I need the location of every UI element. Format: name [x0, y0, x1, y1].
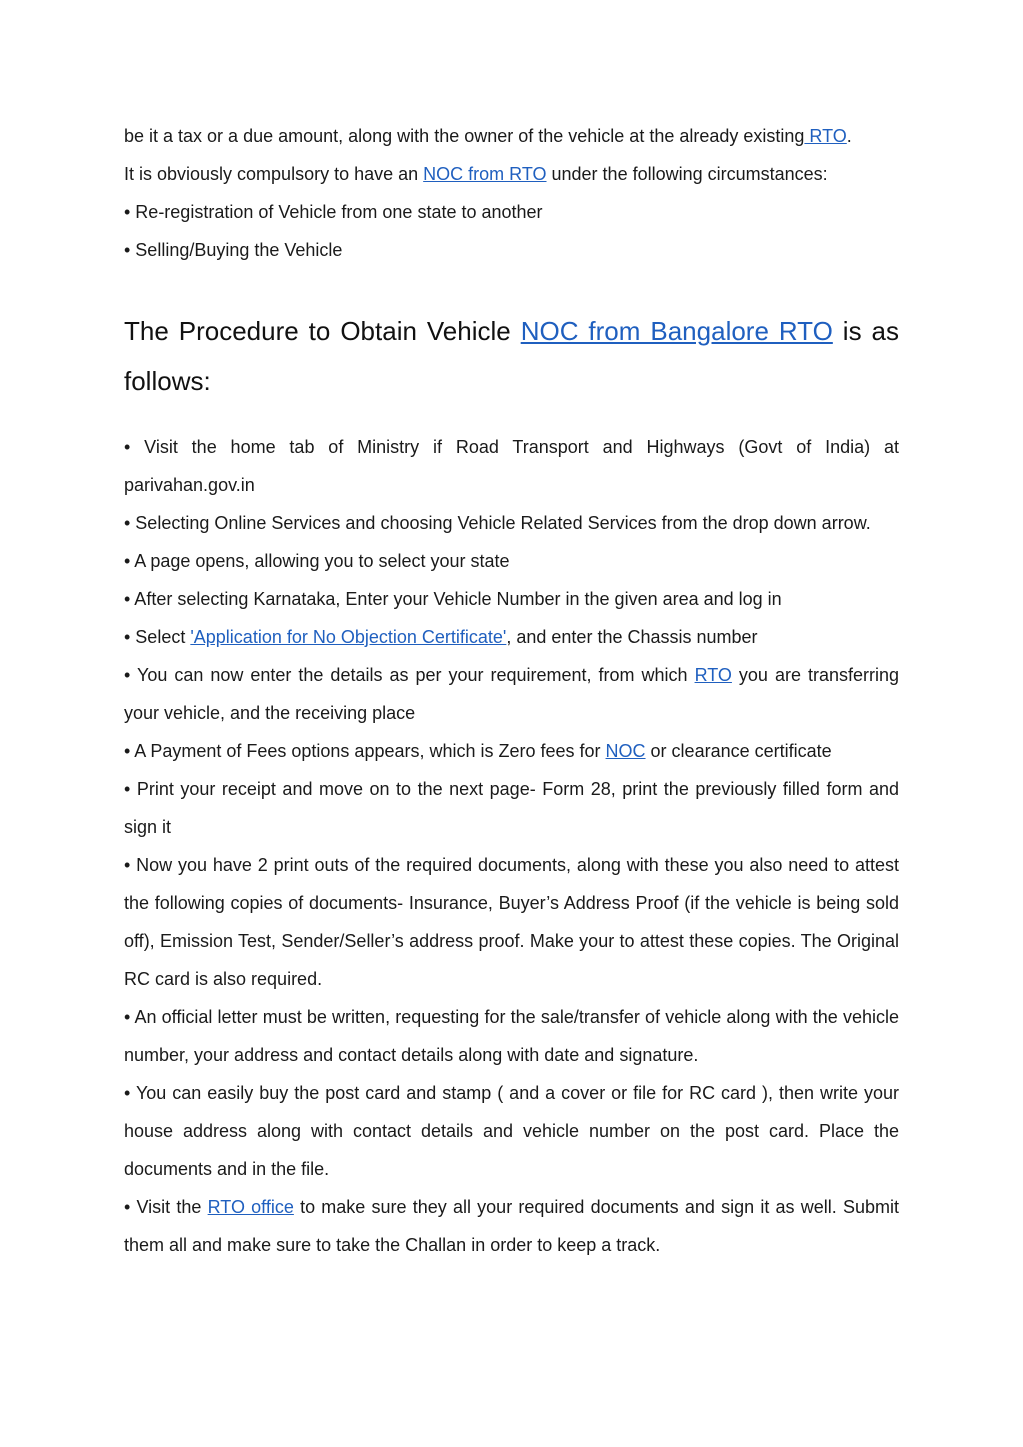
noc-application-link[interactable]: 'Application for No Objection Certificate' — [190, 626, 507, 647]
step-item: • You can easily buy the post card and stamp ( and a cover or file for RC card ), then write your house address along with contact details and vehicle number on the post card. Place the documents and in the file. — [124, 1082, 899, 1179]
step-item — [124, 618, 899, 656]
noc-from-bangalore-rto-link[interactable]: NOC from Bangalore RTO — [520, 316, 833, 346]
document-page — [124, 117, 899, 1264]
intro-text: under the following circumstances: — [546, 164, 828, 184]
intro-text: It is obviously compulsory to have an — [124, 164, 424, 184]
rto-link[interactable]: RTO — [804, 126, 847, 146]
section-heading — [124, 306, 899, 406]
step-item: • A page opens, allowing you to select your state — [124, 550, 510, 571]
step-text: • You can now enter the details as per your requirement, from which — [124, 664, 695, 685]
heading-text: is as follows: — [124, 316, 899, 396]
step-text: to make sure they all your required documents and sign it as well. Submit them all and make sure to take the Challan in order to keep a track. — [124, 1196, 899, 1255]
circumstance-item: • Re-registration of Vehicle from one state to another — [124, 202, 543, 222]
step-item: • An official letter must be written, requesting for the sale/transfer of vehicle along with the vehicle number, your address and contact details along with date and signature. — [124, 1006, 899, 1065]
intro-text: be it a tax or a due amount, along with the owner of the vehicle at the already existing — [124, 126, 805, 146]
noc-link[interactable]: NOC — [605, 740, 646, 761]
intro-line-2 — [124, 155, 899, 193]
step-item: • Selecting Online Services and choosing Vehicle Related Services from the drop down arrow. — [124, 512, 871, 533]
step-text: • Visit the — [124, 1196, 208, 1217]
step-item — [124, 656, 899, 732]
step-item: • Print your receipt and move on to the next page- Form 28, print the previously filled form and sign it — [124, 778, 899, 837]
rto-office-link[interactable]: RTO office — [207, 1196, 294, 1217]
circumstance-item: • Selling/Buying the Vehicle — [124, 240, 343, 260]
rto-link[interactable]: RTO — [694, 664, 732, 685]
intro-line-1 — [124, 117, 899, 155]
step-item: • Now you have 2 print outs of the required documents, along with these you also need to attest the following copies of documents- Insurance, Buyer’s Address Proof (if the vehicle is being sold off), Emission Test, Sender/Seller’s address proof. Make your to attest these copies. The Original RC card is also required. — [124, 854, 899, 989]
step-item: • After selecting Karnataka, Enter your Vehicle Number in the given area and log in — [124, 588, 782, 609]
step-text: • A Payment of Fees options appears, which is Zero fees for — [124, 740, 606, 761]
step-item — [124, 1188, 899, 1264]
step-item: • Visit the home tab of Ministry if Road Transport and Highways (Govt of India) at parivahan.gov.in — [124, 436, 899, 495]
intro-punctuation: . — [846, 126, 852, 146]
noc-from-rto-link[interactable]: NOC from RTO — [423, 164, 547, 184]
heading-text: The Procedure to Obtain Vehicle — [124, 316, 521, 346]
step-text: • Select — [124, 626, 191, 647]
step-text: or clearance certificate — [645, 740, 832, 761]
step-text: you are transferring your vehicle, and the receiving place — [124, 664, 899, 723]
step-text: , and enter the Chassis number — [506, 626, 758, 647]
step-item — [124, 732, 899, 770]
